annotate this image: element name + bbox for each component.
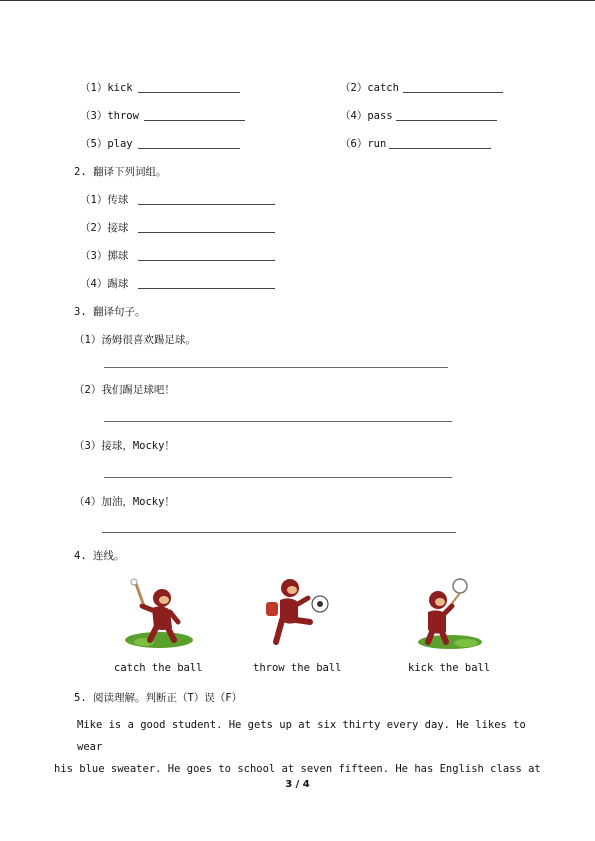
q3-answer-line[interactable] (104, 367, 448, 368)
page-number: 3 / 4 (285, 779, 310, 790)
q2-item: （1）传球 (80, 194, 129, 206)
q1-answer-blank[interactable] (389, 148, 491, 149)
q2-answer-blank[interactable] (138, 204, 275, 205)
q1-item: （6）run (340, 138, 387, 150)
monkey-net-icon[interactable] (410, 576, 484, 650)
q3-answer-line[interactable] (104, 477, 452, 478)
q1-answer-blank[interactable] (144, 120, 245, 121)
q1-answer-blank[interactable] (396, 120, 497, 121)
monkey-kicking-ball-icon[interactable] (258, 576, 332, 650)
q1-item: （5）play (80, 138, 133, 150)
q5-passage-line: his blue sweater. He goes to school at seven fifteen. He has English class at (54, 763, 541, 775)
q4-caption[interactable]: catch the ball (114, 662, 203, 674)
q3-item: （1）汤姆很喜欢踢足球。 (74, 334, 196, 346)
q2-item: （4）踢球 (80, 278, 129, 290)
q4-title: 4. 连线。 (74, 550, 125, 562)
q5-title: 5. 阅读理解。判断正（T）误（F） (74, 692, 243, 704)
q1-answer-blank[interactable] (403, 92, 503, 93)
q3-item: （2）我们踢足球吧！ (74, 384, 175, 396)
q1-item: （3）throw (80, 110, 139, 122)
top-border (0, 0, 595, 1)
q1-answer-blank[interactable] (138, 148, 240, 149)
q3-item: （4）加油，Mocky！ (74, 496, 175, 508)
q3-item: （3）接球，Mocky！ (74, 440, 175, 452)
q1-answer-blank[interactable] (138, 92, 240, 93)
q3-answer-line[interactable] (104, 421, 452, 422)
q3-answer-line[interactable] (102, 532, 456, 533)
q4-caption[interactable]: throw the ball (253, 662, 342, 674)
q2-answer-blank[interactable] (138, 232, 275, 233)
q1-item: （4）pass (340, 110, 393, 122)
q2-item: （3）掷球 (80, 250, 129, 262)
q1-item: （1）kick (80, 82, 133, 94)
monkey-batting-icon[interactable] (122, 576, 196, 650)
q5-passage-line: Mike is a good student. He gets up at six thirty every day. He likes to wear (77, 719, 526, 753)
q2-title: 2. 翻译下列词组。 (74, 166, 167, 178)
q2-answer-blank[interactable] (138, 260, 275, 261)
q3-title: 3. 翻译句子。 (74, 306, 146, 318)
q2-item: （2）接球 (80, 222, 129, 234)
q1-item: （2）catch (340, 82, 399, 94)
q2-answer-blank[interactable] (138, 288, 275, 289)
q4-caption[interactable]: kick the ball (408, 662, 491, 674)
q5-passage (54, 714, 544, 780)
